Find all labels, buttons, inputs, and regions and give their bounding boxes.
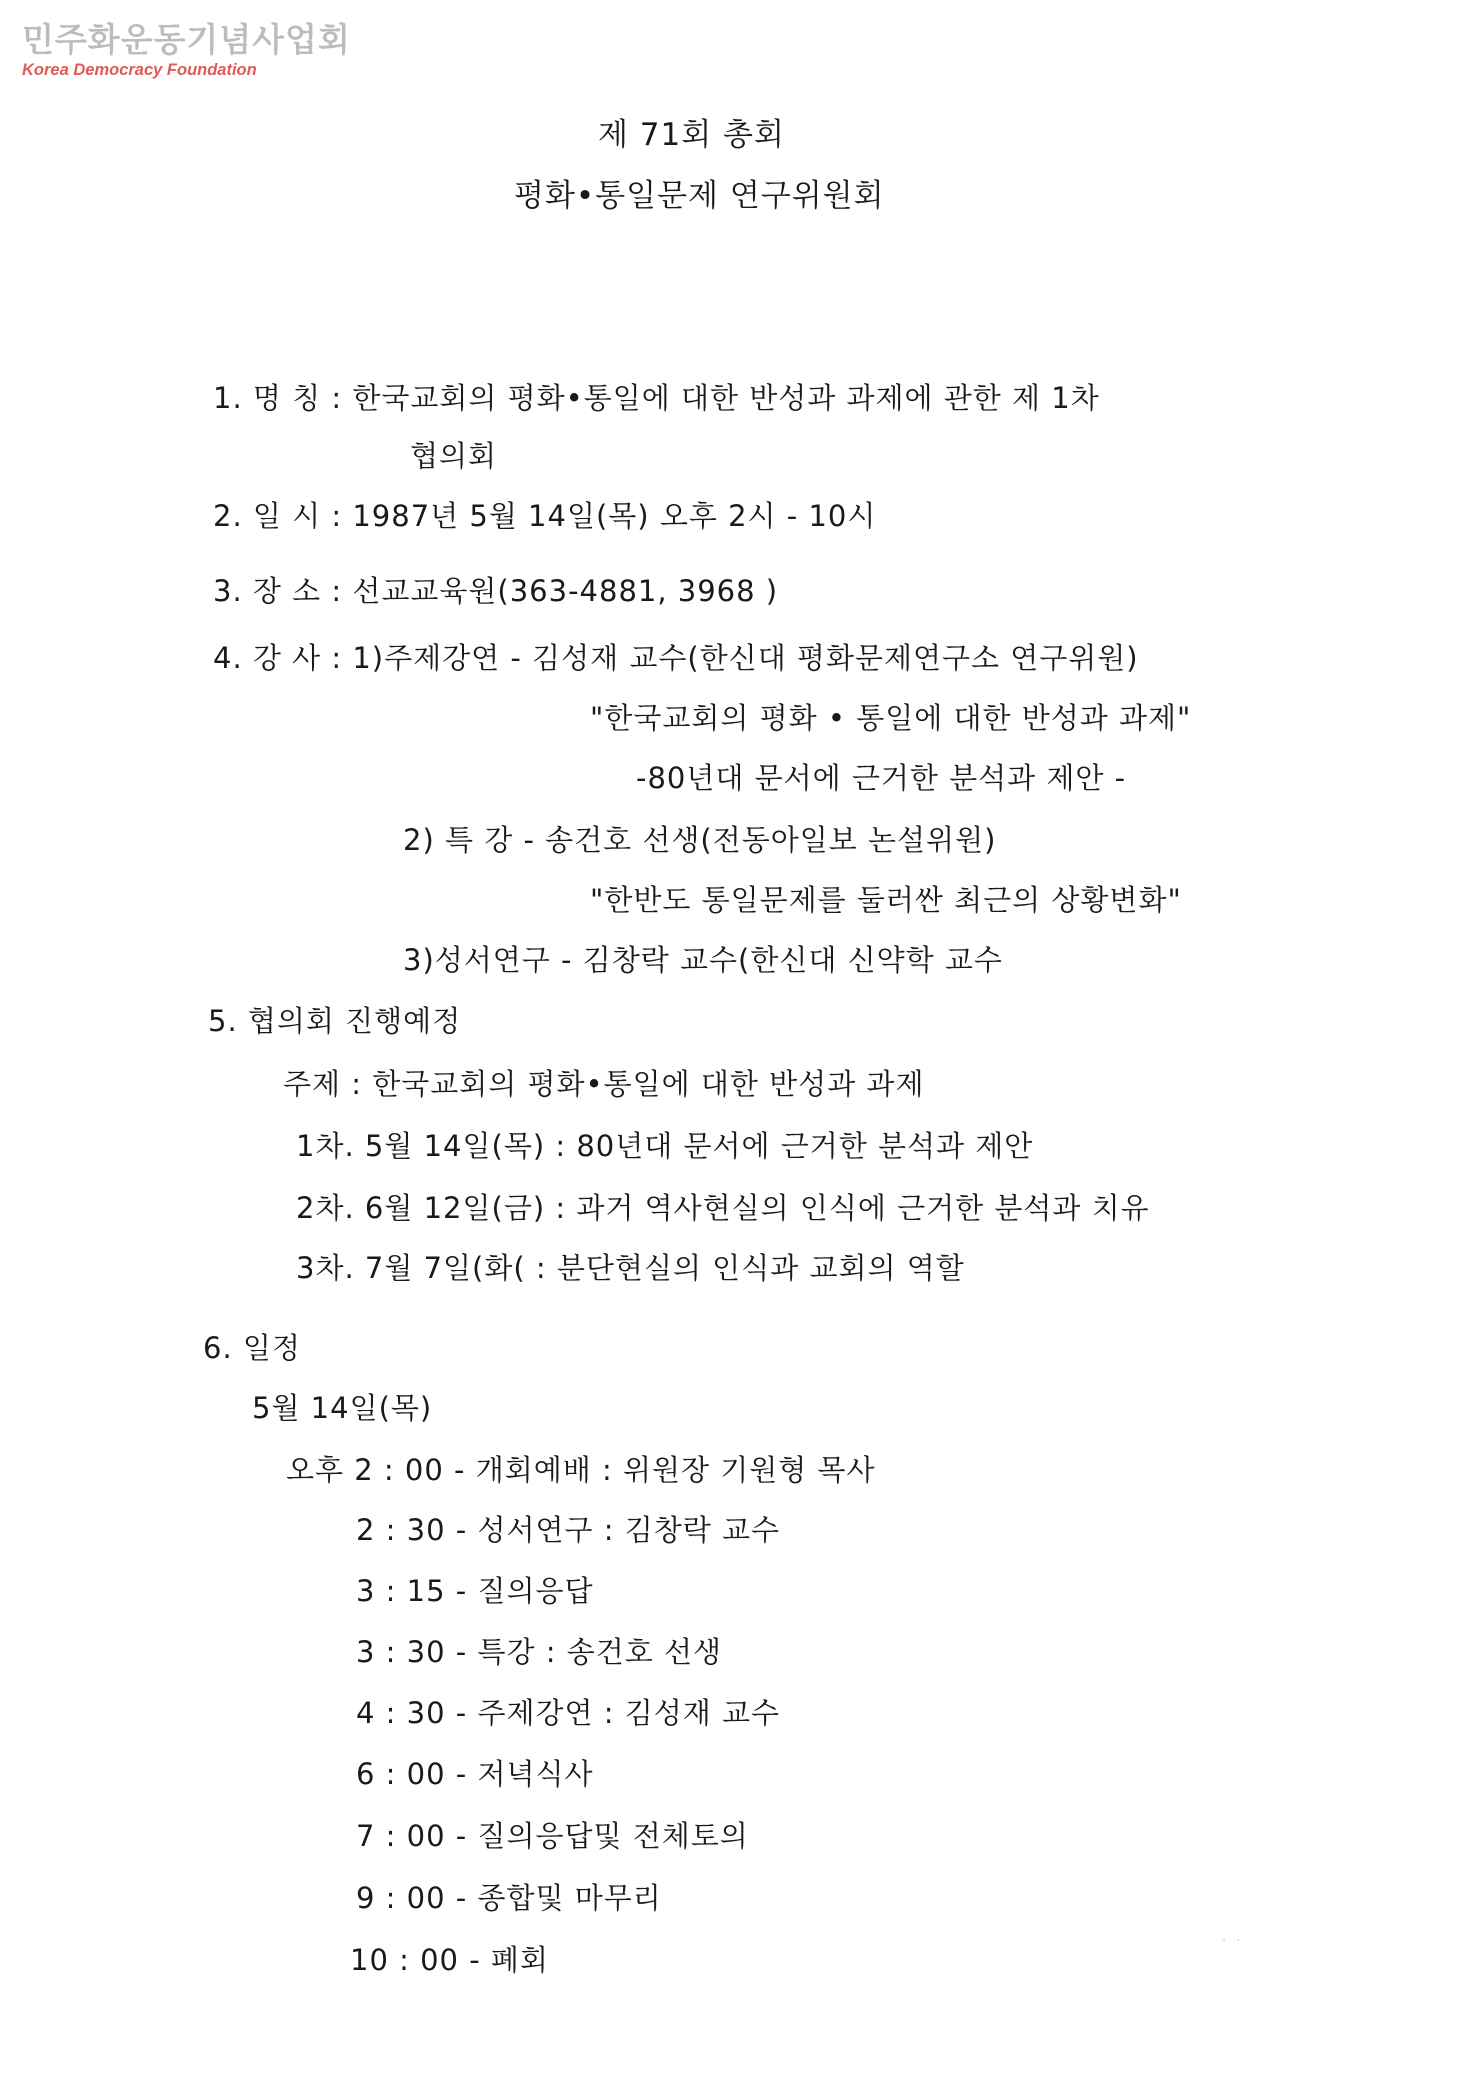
item-name-line1: 1. 명 칭 : 한국교회의 평화•통일에 대한 반성과 과제에 관한 제 1차 bbox=[213, 381, 1100, 415]
schedule-item: 6 : 00 - 저녁식사 bbox=[356, 1757, 594, 1791]
schedule-item: 10 : 00 - 폐회 bbox=[350, 1943, 549, 1977]
item-datetime: 2. 일 시 : 1987년 5월 14일(목) 오후 2시 - 10시 bbox=[213, 499, 877, 533]
schedule-heading: 6. 일정 bbox=[203, 1331, 301, 1365]
main-lecture-title: "한국교회의 평화 • 통일에 대한 반성과 과제" bbox=[590, 701, 1192, 735]
item-name-line2: 협의회 bbox=[410, 439, 498, 473]
progress-theme: 주제 : 한국교회의 평화•통일에 대한 반성과 과제 bbox=[283, 1067, 925, 1101]
schedule-date: 5월 14일(목) bbox=[252, 1391, 433, 1425]
foundation-watermark bbox=[22, 20, 351, 80]
watermark-korean: 민주화운동기념사업회 bbox=[22, 20, 351, 59]
schedule-item: 9 : 00 - 종합및 마무리 bbox=[356, 1881, 662, 1915]
schedule-item: 오후 2 : 00 - 개회예배 : 위원장 기원형 목사 bbox=[286, 1453, 876, 1487]
schedule-item: 3 : 15 - 질의응답 bbox=[356, 1574, 594, 1608]
item-main-lecture: 4. 강 사 : 1)주제강연 - 김성재 교수(한신대 평화문제연구소 연구위원) bbox=[213, 641, 1139, 675]
schedule-item: 4 : 30 - 주제강연 : 김성재 교수 bbox=[356, 1696, 781, 1730]
progress-session-1: 1차. 5월 14일(목) : 80년대 문서에 근거한 분석과 제안 bbox=[296, 1129, 1034, 1163]
progress-heading: 5. 협의회 진행예정 bbox=[208, 1004, 462, 1038]
committee-title: 평화•통일문제 연구위원회 bbox=[514, 178, 885, 214]
progress-session-2: 2차. 6월 12일(금) : 과거 역사현실의 인식에 근거한 분석과 치유 bbox=[296, 1191, 1150, 1225]
watermark-english: Korea Democracy Foundation bbox=[22, 61, 257, 79]
item-special-lecture: 2) 특 강 - 송건호 선생(전동아일보 논설위원) bbox=[403, 823, 997, 857]
scan-speck: · · bbox=[1222, 1934, 1244, 1949]
assembly-title: 제 71회 총회 bbox=[598, 117, 785, 153]
item-place: 3. 장 소 : 선교교육원(363-4881, 3968 ) bbox=[213, 574, 779, 608]
special-lecture-title: "한반도 통일문제를 둘러싼 최근의 상황변화" bbox=[590, 883, 1182, 917]
main-lecture-subtitle: -80년대 문서에 근거한 분석과 제안 - bbox=[636, 761, 1127, 795]
schedule-item: 2 : 30 - 성서연구 : 김창락 교수 bbox=[356, 1513, 781, 1547]
schedule-item: 3 : 30 - 특강 : 송건호 선생 bbox=[356, 1635, 722, 1669]
item-bible-study: 3)성서연구 - 김창락 교수(한신대 신약학 교수 bbox=[403, 943, 1003, 977]
schedule-item: 7 : 00 - 질의응답및 전체토의 bbox=[356, 1819, 749, 1853]
progress-session-3: 3차. 7월 7일(화( : 분단현실의 인식과 교회의 역할 bbox=[296, 1251, 965, 1285]
